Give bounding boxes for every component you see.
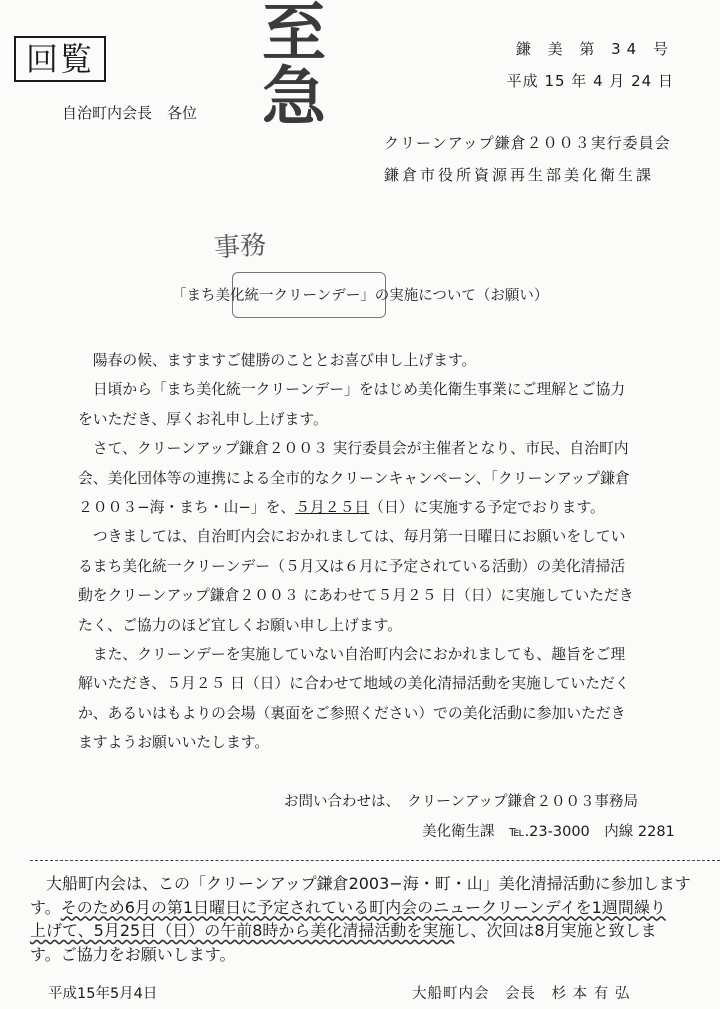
event-date: ５月２５日	[295, 499, 370, 517]
body-line: たく、ご協力のほど宜しくお願い申し上げます。	[78, 616, 403, 634]
body-line: 陽春の候、ますますご健勝のこととお喜び申し上げます。	[92, 352, 477, 369]
body-line: つきましては、自治町内会におかれましては、毎月第一日曜日にお願いをしてい	[92, 528, 626, 546]
body-line: 会、美化団体等の連携による全市的なクリーンキャンペーン、「クリーンアップ鎌倉	[78, 469, 630, 487]
document-title: 「まち美化統一クリーンデー」の実施について（お願い）	[172, 288, 549, 304]
body-line: ２００３−海・まち・山−」を、５月２５日（日）に実施する予定でおります。	[78, 499, 605, 517]
divider	[30, 860, 720, 861]
addendum-line: 上げて、5月25日（日）の午前8時から美化清掃活動を実施し、次回は8月実施と致しま	[30, 921, 657, 940]
addendum-date: 平成15年5月4日	[48, 986, 158, 1002]
body-line: さて、クリーンアップ鎌倉２００３ 実行委員会が主催者となり、市民、自治町内	[92, 440, 629, 458]
handwritten-memo: 事務	[213, 230, 268, 264]
sender-committee: クリーンアップ鎌倉２００３実行委員会	[384, 134, 671, 152]
body-line: をいただき、厚くお礼申し上げます。	[78, 410, 328, 428]
body-line: るまち美化統一クリーンデー（５月又は６月に予定されている活動）の美化清掃活	[78, 557, 626, 575]
sender-department: 鎌倉市役所資源再生部美化衛生課	[384, 166, 655, 184]
addendum-signature: 大船町内会 会長 杉 本 有 弘	[412, 986, 631, 1002]
document-date: 平成 15 年 4 月 24 日	[506, 72, 674, 90]
document-number: 鎌 美 第 34 号	[515, 40, 674, 58]
body-line: ますようお願いいたします。	[78, 734, 270, 752]
addendum-line: す。そのため6月の第1日曜日に予定されている町内会のニュークリーンデイを1週間繰り	[30, 897, 666, 917]
body-line: また、クリーンデーを実施していない自治町内会におかれましても、趣旨をご理	[92, 646, 626, 664]
circular-stamp	[14, 36, 106, 82]
body-line: 動をクリーンアップ鎌倉２００３ にあわせて５月２５ 日（日）に実施していただき	[78, 587, 634, 605]
addressee: 自治町内会長 各位	[62, 104, 198, 122]
contact-line: お問い合わせは、 クリーンアップ鎌倉２００３事務局	[284, 794, 638, 810]
document-body	[78, 346, 708, 758]
circular-label: 回覧	[25, 40, 94, 78]
body-line: か、あるいはもよりの会場（裏面をご参照ください）での美化活動に参加いただき	[78, 704, 626, 722]
body-line: 日頃から「まち美化統一クリーンデー」をはじめ美化衛生事業にご理解とご協力	[92, 381, 626, 399]
addendum-line: す。ご協力をお願いします。	[30, 944, 236, 964]
contact-phone: 美化衛生課 ℡.23-3000 内線 2281	[422, 824, 675, 840]
urgent-stamp-top: 至	[262, 0, 326, 71]
addendum-line: 大船町内会は、この「クリーンアップ鎌倉2003−海・町・山」美化清掃活動に参加します	[46, 874, 691, 893]
urgent-stamp-bottom: 急	[262, 60, 326, 135]
body-line: 解いただき、５月２５ 日（日）に合わせて地域の美化清掃活動を実施していただく	[78, 675, 630, 693]
addendum-note	[30, 872, 720, 966]
